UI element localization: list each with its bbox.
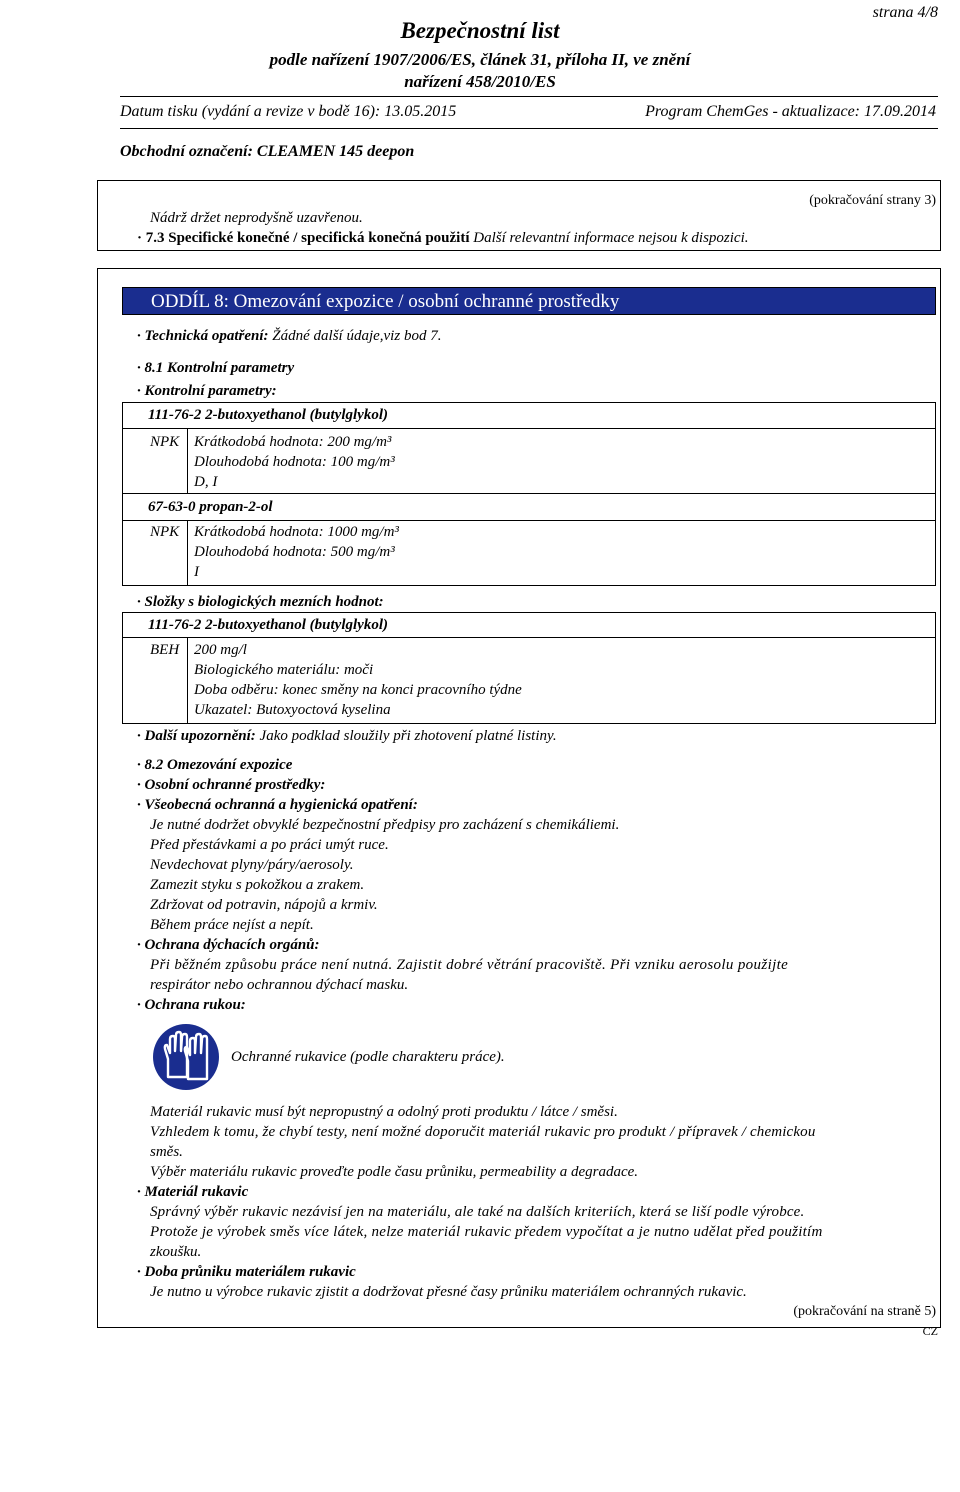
respiratory-text-2: respirátor nebo ochrannou dýchací masku.: [150, 977, 409, 993]
continued-from: (pokračování strany 3): [809, 193, 936, 208]
respiratory-label: · Ochrana dýchacích orgánů:: [137, 937, 320, 953]
document-title: Bezpečnostní list: [400, 18, 560, 43]
table-divider-vertical: [187, 428, 188, 493]
storage-note: Nádrž držet neprodyšně uzavřenou.: [150, 210, 363, 226]
page-number: strana 4/8: [872, 4, 938, 21]
hand-protection-text: Výběr materiálu rukavic proveďte podle času průniku, permeability a degradace.: [150, 1164, 639, 1180]
respiratory-text: Při běžném způsobu práce není nutná. Zajistit dobré větrání pracoviště. Při vzniku aerosolu použijte: [150, 957, 789, 973]
general-measure: Zamezit styku s pokožkou a zrakem.: [150, 877, 365, 893]
header-rule: [120, 96, 938, 97]
substance-1-title: 111-76-2 2-butoxyethanol (butylglykol): [148, 407, 388, 423]
gloves-caption: Ochranné rukavice (podle charakteru práce).: [231, 1049, 505, 1065]
ppe-label: · Osobní ochranné prostředky:: [137, 777, 326, 793]
section-8-title: ODDÍL 8: Omezování expozice / osobní ochranné prostředky: [151, 291, 620, 312]
table-divider: [122, 493, 936, 494]
general-measure: Nevdechovat plyny/páry/aerosoly.: [150, 857, 354, 873]
glove-material-text: Správný výběr rukavic nezávisí jen na materiálu, ale také na dalších kriteriích, která se liší podle výrobce.: [150, 1204, 805, 1220]
substance-2-code: NPK: [150, 524, 180, 540]
regulation-subtitle: podle nařízení 1907/2006/ES, článek 31, příloha II, ve znění: [269, 50, 691, 69]
table-divider: [122, 637, 936, 638]
sub1-short-term: Krátkodobá hodnota: 200 mg/m³: [194, 434, 392, 450]
regulation-subtitle-2: nařízení 458/2010/ES: [404, 72, 556, 91]
bio-material: Biologického materiálu: moči: [194, 662, 374, 678]
sub2-long-term: Dlouhodobá hodnota: 500 mg/m³: [194, 544, 395, 560]
breakthrough-label: · Doba průniku materiálem rukavic: [137, 1264, 356, 1280]
print-date: Datum tisku (vydání a revize v bodě 16): 13.05.2015: [120, 103, 457, 120]
table-divider: [122, 520, 936, 521]
bio-indicator: Ukazatel: Butoxyoctová kyselina: [194, 702, 391, 718]
further-notes: · Další upozornění: Jako podklad sloužily při zhotovení platné listiny.: [137, 728, 557, 744]
sub2-notes: I: [194, 564, 199, 580]
sub1-long-term: Dlouhodobá hodnota: 100 mg/m³: [194, 454, 395, 470]
substance-1-code: NPK: [150, 434, 180, 450]
section-8-banner: [122, 287, 936, 315]
bio-sampling-time: Doba odběru: konec směny na konci pracovního týdne: [194, 682, 522, 698]
biological-limits-label: · Složky s biologických mezních hodnot:: [137, 594, 384, 610]
continued-to: (pokračování na straně 5): [793, 1304, 936, 1319]
table-divider-vertical: [187, 520, 188, 586]
general-measure: Zdržovat od potravin, nápojů a krmiv.: [150, 897, 378, 913]
subsection-8-1: · 8.1 Kontrolní parametry: [137, 360, 295, 376]
bio-value: 200 mg/l: [194, 642, 247, 658]
bio-code: BEH: [150, 642, 180, 658]
control-params-label: · Kontrolní parametry:: [137, 383, 277, 399]
sub1-notes: D, I: [194, 474, 218, 490]
trade-name: Obchodní označení: CLEAMEN 145 deepon: [120, 143, 415, 160]
hand-protection-label: · Ochrana rukou:: [137, 997, 246, 1013]
subsection-8-2: · 8.2 Omezování expozice: [137, 757, 293, 773]
general-measure: Před přestávkami a po práci umýt ruce.: [150, 837, 389, 853]
general-measure: Během práce nejíst a nepít.: [150, 917, 314, 933]
header-rule-2: [120, 128, 938, 129]
program-version: Program ChemGes - aktualizace: 17.09.2014: [645, 103, 936, 120]
glove-material-text: zkoušku.: [150, 1244, 202, 1260]
technical-measures: · Technická opatření: Žádné další údaje,viz bod 7.: [137, 328, 442, 344]
bio-substance-title: 111-76-2 2-butoxyethanol (butylglykol): [148, 617, 388, 633]
table-divider: [122, 428, 936, 429]
hand-protection-text: Materiál rukavic musí být nepropustný a odolný proti produktu / látce / směsi.: [150, 1104, 618, 1120]
language-code: CZ: [922, 1324, 938, 1338]
general-measure: Je nutné dodržet obvyklé bezpečnostní předpisy pro zacházení s chemikáliemi.: [150, 817, 620, 833]
hand-protection-text: Vzhledem k tomu, že chybí testy, není možné doporučit materiál rukavic pro produkt / přípravek / chemickou: [150, 1124, 816, 1140]
breakthrough-text: Je nutno u výrobce rukavic zjistit a dodržovat přesné časy průniku materiálem ochranných rukavic.: [150, 1284, 747, 1300]
sub2-short-term: Krátkodobá hodnota: 1000 mg/m³: [194, 524, 399, 540]
glove-material-text: Protože je výrobek směs více látek, nelze materiál rukavic předem vypočítat a je nutno udělat před použitím: [150, 1224, 823, 1240]
table-divider-vertical: [187, 637, 188, 724]
gloves-pictogram-icon: [152, 1023, 220, 1091]
general-measures-label: · Všeobecná ochranná a hygienická opatření:: [137, 797, 418, 813]
substance-2-title: 67-63-0 propan-2-ol: [148, 499, 273, 515]
hand-protection-text: směs.: [150, 1144, 183, 1160]
glove-material-label: · Materiál rukavic: [137, 1184, 249, 1200]
specific-end-use: · 7.3 Specifické konečné / specifická konečná použití Další relevantní informace nejsou k dispozici.: [137, 230, 749, 246]
